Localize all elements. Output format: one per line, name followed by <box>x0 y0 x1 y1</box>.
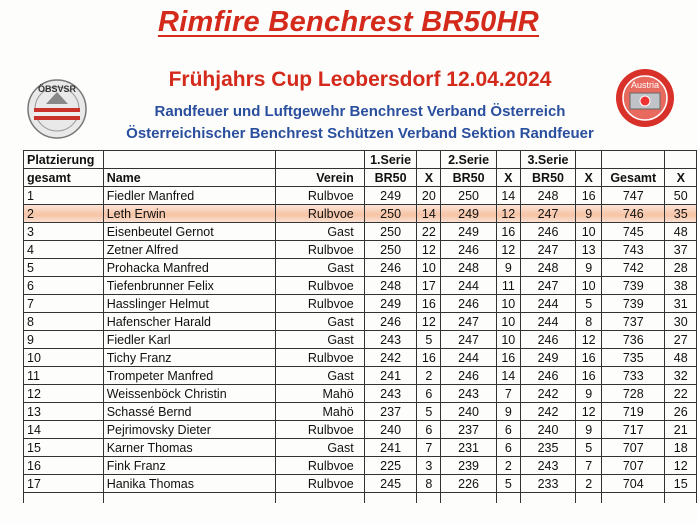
table-cell: 2 <box>576 475 602 493</box>
table-cell: 244 <box>520 313 576 331</box>
table-cell: Fiedler Manfred <box>103 187 276 205</box>
table-cell: 7 <box>24 295 104 313</box>
table-cell: 239 <box>441 457 497 475</box>
table-cell: 743 <box>602 241 665 259</box>
table-cell: 8 <box>417 475 441 493</box>
table-cell: 246 <box>441 367 497 385</box>
table-row <box>24 421 697 439</box>
table-cell: 5 <box>576 295 602 313</box>
table-cell: Tichy Franz <box>103 349 276 367</box>
table-cell: 250 <box>364 205 417 223</box>
table-cell: 246 <box>364 313 417 331</box>
header-cell: 1.Serie <box>364 151 417 169</box>
table-cell: Weissenböck Christin <box>103 385 276 403</box>
table-cell: 26 <box>665 403 697 421</box>
table-cell <box>576 493 602 504</box>
table-cell: 12 <box>496 241 520 259</box>
table-cell: 244 <box>520 295 576 313</box>
header-cell: X <box>576 169 602 187</box>
table-cell: 5 <box>496 475 520 493</box>
table-cell: 243 <box>520 457 576 475</box>
table-cell: 246 <box>441 295 497 313</box>
table-cell: 8 <box>24 313 104 331</box>
table-cell: 717 <box>602 421 665 439</box>
results-table <box>23 150 697 503</box>
header-cell: X <box>496 169 520 187</box>
table-cell: Tiefenbrunner Felix <box>103 277 276 295</box>
header-cell: Gesamt <box>602 169 665 187</box>
logo-right-label: Austria <box>630 80 659 90</box>
table-cell: 8 <box>576 313 602 331</box>
logo-left-label: ÖBSVSR <box>37 84 76 94</box>
header-cell <box>103 151 276 169</box>
table-cell: 10 <box>417 259 441 277</box>
header-cell: Platzierung <box>24 151 104 169</box>
table-cell: 746 <box>602 205 665 223</box>
table-cell: 3 <box>24 223 104 241</box>
table-cell: 12 <box>24 385 104 403</box>
table-cell: 35 <box>665 205 697 223</box>
table-cell: 10 <box>576 277 602 295</box>
table-cell: Gast <box>276 313 364 331</box>
table-cell: Prohacka Manfred <box>103 259 276 277</box>
table-cell: 248 <box>364 277 417 295</box>
table-cell: Karner Thomas <box>103 439 276 457</box>
table-cell: 5 <box>417 403 441 421</box>
table-cell: 233 <box>520 475 576 493</box>
table-cell <box>520 493 576 504</box>
table-cell <box>665 493 697 504</box>
table-cell: 747 <box>602 187 665 205</box>
table-cell: 48 <box>665 349 697 367</box>
table-cell: 240 <box>364 421 417 439</box>
table-cell: 244 <box>441 277 497 295</box>
table-cell: Rulbvoe <box>276 241 364 259</box>
table-cell: Trompeter Manfred <box>103 367 276 385</box>
table-cell: 16 <box>576 349 602 367</box>
table-cell: Rulbvoe <box>276 277 364 295</box>
table-cell: 742 <box>602 259 665 277</box>
table-cell: 16 <box>24 457 104 475</box>
table-row <box>24 403 697 421</box>
table-cell: 1 <box>24 187 104 205</box>
table-cell: 14 <box>496 367 520 385</box>
table-cell: 4 <box>24 241 104 259</box>
header-cell <box>496 151 520 169</box>
table-row <box>24 295 697 313</box>
table-cell: Rulbvoe <box>276 475 364 493</box>
table-cell: 16 <box>496 223 520 241</box>
table-cell: 248 <box>520 187 576 205</box>
table-row <box>24 241 697 259</box>
table-cell: 247 <box>441 331 497 349</box>
table-row <box>24 367 697 385</box>
table-row <box>24 277 697 295</box>
table-cell: 7 <box>417 439 441 457</box>
table-cell: 246 <box>364 259 417 277</box>
table-cell: 11 <box>24 367 104 385</box>
table-cell: 242 <box>520 385 576 403</box>
organization-line-1: Randfeuer und Luftgewehr Benchrest Verband Österreich <box>154 103 566 120</box>
page-title: Rimfire Benchrest BR50HR <box>157 6 540 38</box>
table-cell: 17 <box>417 277 441 295</box>
table-cell: Eisenbeutel Gernot <box>103 223 276 241</box>
table-cell: 12 <box>665 457 697 475</box>
table-cell: Mahö <box>276 385 364 403</box>
table-cell <box>364 493 417 504</box>
table-cell <box>441 493 497 504</box>
table-cell: 247 <box>520 241 576 259</box>
table-cell: Hafenscher Harald <box>103 313 276 331</box>
table-cell: 247 <box>441 313 497 331</box>
table-cell: 2 <box>496 457 520 475</box>
table-cell <box>276 493 364 504</box>
table-row <box>24 313 697 331</box>
table-cell: Gast <box>276 259 364 277</box>
table-row <box>24 475 697 493</box>
header-cell: X <box>417 169 441 187</box>
table-cell: 2 <box>417 367 441 385</box>
table-cell: 243 <box>364 331 417 349</box>
table-cell: Pejrimovsky Dieter <box>103 421 276 439</box>
table-cell <box>496 493 520 504</box>
table-row <box>24 331 697 349</box>
table-cell <box>602 493 665 504</box>
table-cell: 240 <box>441 403 497 421</box>
table-cell: 22 <box>665 385 697 403</box>
table-cell: Gast <box>276 223 364 241</box>
table-cell: 16 <box>417 295 441 313</box>
table-cell: 20 <box>417 187 441 205</box>
table-cell: Rulbvoe <box>276 349 364 367</box>
table-cell: 735 <box>602 349 665 367</box>
table-cell: Rulbvoe <box>276 187 364 205</box>
table-cell: 12 <box>417 241 441 259</box>
table-cell: 243 <box>441 385 497 403</box>
table-cell: 10 <box>496 313 520 331</box>
table-cell: 14 <box>24 421 104 439</box>
table-cell: 10 <box>576 223 602 241</box>
table-cell: 250 <box>364 241 417 259</box>
table-row <box>24 223 697 241</box>
header-cell <box>602 151 665 169</box>
table-cell: 10 <box>496 295 520 313</box>
header-cell: Name <box>103 169 276 187</box>
table-cell: 14 <box>417 205 441 223</box>
table-cell: 9 <box>24 331 104 349</box>
table-cell: 243 <box>364 385 417 403</box>
table-cell: 241 <box>364 367 417 385</box>
table-cell: 5 <box>24 259 104 277</box>
table-cell <box>24 493 104 504</box>
table-cell: 249 <box>364 187 417 205</box>
header-cell: BR50 <box>441 169 497 187</box>
table-cell: 244 <box>441 349 497 367</box>
header-cell: gesamt <box>24 169 104 187</box>
table-cell: 3 <box>417 457 441 475</box>
table-cell: 737 <box>602 313 665 331</box>
table-row <box>24 187 697 205</box>
table-cell: 16 <box>576 187 602 205</box>
table-cell: 10 <box>24 349 104 367</box>
table-cell: 250 <box>441 187 497 205</box>
table-cell: 237 <box>364 403 417 421</box>
table-cell: 246 <box>441 241 497 259</box>
header-cell: 2.Serie <box>441 151 497 169</box>
table-row <box>24 385 697 403</box>
table-cell: 225 <box>364 457 417 475</box>
table-cell <box>103 493 276 504</box>
table-cell: Gast <box>276 439 364 457</box>
table-cell: 7 <box>576 457 602 475</box>
table-row <box>24 205 697 223</box>
table-cell: 242 <box>364 349 417 367</box>
table-row <box>24 439 697 457</box>
table-cell: 22 <box>417 223 441 241</box>
table-cell: Hasslinger Helmut <box>103 295 276 313</box>
table-header-row-1 <box>24 151 697 169</box>
table-cell <box>417 493 441 504</box>
table-cell: 249 <box>441 223 497 241</box>
table-cell: Fiedler Karl <box>103 331 276 349</box>
table-cell: 5 <box>576 439 602 457</box>
table-cell: 12 <box>417 313 441 331</box>
table-cell: Gast <box>276 331 364 349</box>
table-cell: 704 <box>602 475 665 493</box>
table-cell: 6 <box>496 421 520 439</box>
table-cell: 247 <box>520 277 576 295</box>
table-cell: Rulbvoe <box>276 295 364 313</box>
table-cell: 9 <box>576 385 602 403</box>
table-cell: 226 <box>441 475 497 493</box>
table-cell: 31 <box>665 295 697 313</box>
table-cell: 16 <box>417 349 441 367</box>
table-row <box>24 457 697 475</box>
table-cell: 37 <box>665 241 697 259</box>
table-cell: Schassé Bernd <box>103 403 276 421</box>
table-cell: 745 <box>602 223 665 241</box>
table-cell: 6 <box>417 421 441 439</box>
event-subtitle: Frühjahrs Cup Leobersdorf 12.04.2024 <box>168 68 552 91</box>
header-cell: BR50 <box>364 169 417 187</box>
table-cell: Gast <box>276 367 364 385</box>
table-cell: 15 <box>665 475 697 493</box>
table-cell: 17 <box>24 475 104 493</box>
table-cell: Rulbvoe <box>276 205 364 223</box>
table-cell: 16 <box>576 367 602 385</box>
table-cell: 240 <box>520 421 576 439</box>
table-cell: 739 <box>602 295 665 313</box>
table-cell: 15 <box>24 439 104 457</box>
table-row-cutoff <box>24 493 697 504</box>
table-cell: 249 <box>520 349 576 367</box>
table-cell: Zetner Alfred <box>103 241 276 259</box>
table-cell: 249 <box>364 295 417 313</box>
table-cell: 728 <box>602 385 665 403</box>
table-cell: 21 <box>665 421 697 439</box>
table-cell: 9 <box>576 259 602 277</box>
table-cell: 28 <box>665 259 697 277</box>
table-cell: 707 <box>602 439 665 457</box>
table-cell: 250 <box>364 223 417 241</box>
table-header-row-2 <box>24 169 697 187</box>
table-cell: 707 <box>602 457 665 475</box>
table-cell: 9 <box>496 403 520 421</box>
table-cell: 249 <box>441 205 497 223</box>
table-cell: 6 <box>417 385 441 403</box>
table-cell: Rulbvoe <box>276 457 364 475</box>
table-cell: Fink Franz <box>103 457 276 475</box>
table-cell: 14 <box>496 187 520 205</box>
table-cell: 235 <box>520 439 576 457</box>
table-cell: 719 <box>602 403 665 421</box>
header-cell <box>417 151 441 169</box>
table-row <box>24 259 697 277</box>
organization-line-2: Österreichischer Benchrest Schützen Verband Sektion Randfeuer <box>126 125 594 142</box>
header-cell: Verein <box>276 169 364 187</box>
austria-badge-logo <box>614 67 676 129</box>
table-cell: 248 <box>441 259 497 277</box>
table-cell: 739 <box>602 277 665 295</box>
table-cell: 12 <box>576 331 602 349</box>
table-cell: Hanika Thomas <box>103 475 276 493</box>
header-cell <box>276 151 364 169</box>
header-cell: BR50 <box>520 169 576 187</box>
table-cell: 16 <box>496 349 520 367</box>
table-cell: 5 <box>417 331 441 349</box>
table-cell: 733 <box>602 367 665 385</box>
table-cell: 27 <box>665 331 697 349</box>
table-cell: 11 <box>496 277 520 295</box>
table-cell: 246 <box>520 367 576 385</box>
table-cell: 12 <box>496 205 520 223</box>
table-cell: 13 <box>576 241 602 259</box>
table-cell: 246 <box>520 331 576 349</box>
table-row <box>24 349 697 367</box>
header-cell <box>665 151 697 169</box>
table-cell: Leth Erwin <box>103 205 276 223</box>
table-cell: 245 <box>364 475 417 493</box>
header-cell <box>576 151 602 169</box>
table-cell: 30 <box>665 313 697 331</box>
table-cell: 12 <box>576 403 602 421</box>
table-cell: 48 <box>665 223 697 241</box>
table-cell: 32 <box>665 367 697 385</box>
table-cell: 231 <box>441 439 497 457</box>
table-cell: 241 <box>364 439 417 457</box>
table-cell: Mahö <box>276 403 364 421</box>
table-cell: 7 <box>496 385 520 403</box>
table-cell: 6 <box>496 439 520 457</box>
table-cell: 242 <box>520 403 576 421</box>
table-cell: Rulbvoe <box>276 421 364 439</box>
header-cell: X <box>665 169 697 187</box>
table-cell: 247 <box>520 205 576 223</box>
table-cell: 736 <box>602 331 665 349</box>
header-cell: 3.Serie <box>520 151 576 169</box>
table-cell: 13 <box>24 403 104 421</box>
table-cell: 50 <box>665 187 697 205</box>
table-cell: 6 <box>24 277 104 295</box>
table-cell: 248 <box>520 259 576 277</box>
table-cell: 10 <box>496 331 520 349</box>
table-cell: 9 <box>576 421 602 439</box>
table-cell: 2 <box>24 205 104 223</box>
table-cell: 246 <box>520 223 576 241</box>
table-cell: 38 <box>665 277 697 295</box>
table-cell: 9 <box>496 259 520 277</box>
table-cell: 237 <box>441 421 497 439</box>
table-cell: 9 <box>576 205 602 223</box>
table-cell: 18 <box>665 439 697 457</box>
